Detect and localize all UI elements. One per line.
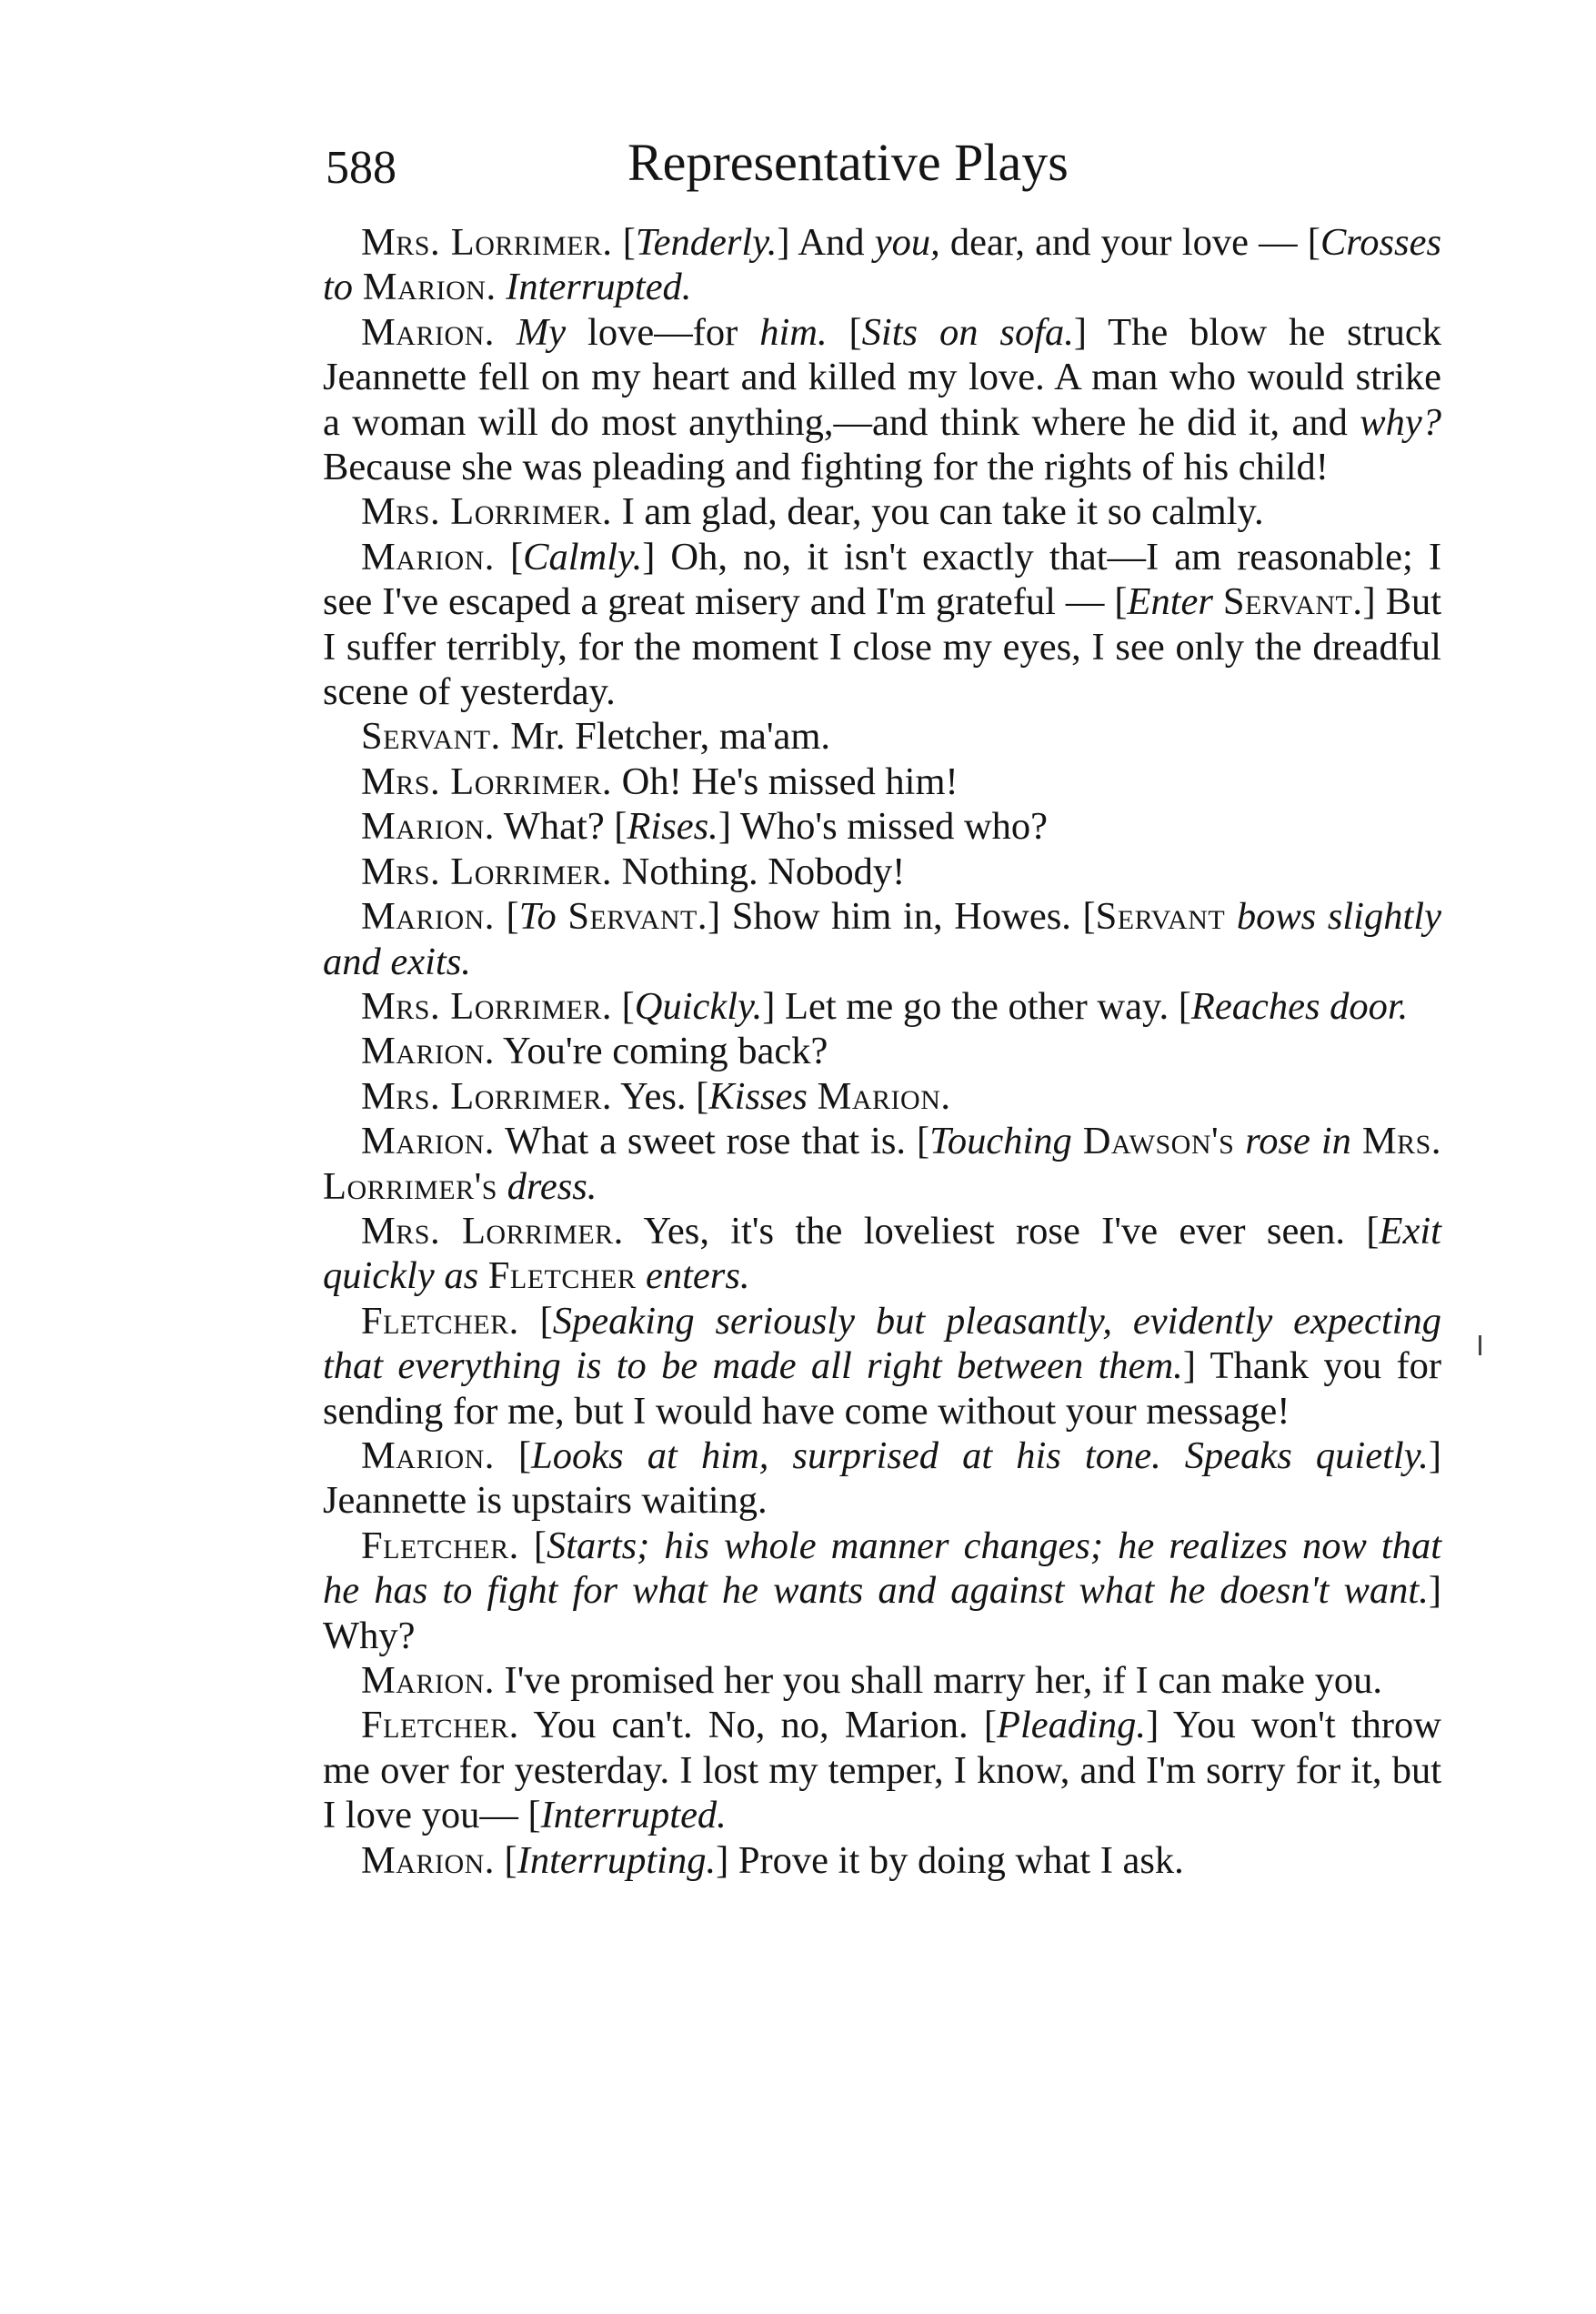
speaker-name: Mrs. Lorrimer.	[361, 850, 613, 893]
speaker-name: Fletcher.	[361, 1704, 519, 1747]
stage-direction: Tenderly.	[635, 221, 778, 264]
stage-direction: bows slightly and exits.	[323, 895, 1441, 983]
speaker-name: Mrs. Lorrimer.	[361, 1209, 624, 1253]
dialogue-text: [	[612, 221, 636, 264]
dialogue-paragraph	[323, 984, 1441, 1029]
dialogue-paragraph	[323, 1074, 1441, 1119]
stage-direction: Speaking seriously but pleasantly, evidently expecting that everything is to be made all right between them.	[323, 1299, 1441, 1388]
dialogue-paragraph	[323, 714, 1441, 759]
stage-direction: enters.	[636, 1254, 750, 1298]
stage-direction: Touching	[929, 1120, 1083, 1163]
dialogue-text: ] The blow he struck Jeannette fell on my heart and killed my love. A man who would strike a woman will do most anything,—and think where he did it, and	[323, 310, 1441, 444]
stage-direction: Rises.	[627, 805, 718, 849]
speaker-name: Marion.	[361, 895, 495, 939]
dialogue-text: Yes, it's the loveliest rose I've ever seen. [	[623, 1209, 1380, 1253]
stage-direction: Pleading.	[996, 1704, 1147, 1747]
stage-direction: you,	[874, 221, 940, 264]
speaker-name: Marion.	[817, 1074, 951, 1118]
stage-direction: Exit quickly as	[323, 1209, 1441, 1298]
speaker-name: Mrs. Lorrimer's	[323, 1120, 1441, 1208]
speaker-name: Dawson's	[1082, 1120, 1235, 1163]
speaker-name: Marion.	[361, 310, 495, 354]
dialogue-paragraph	[323, 220, 1441, 310]
dialogue-text: dear, and your love — [	[939, 221, 1320, 264]
dialogue-paragraph	[323, 1838, 1441, 1883]
dialogue-text: What a sweet rose that is. [	[494, 1120, 930, 1163]
dialogue-paragraph	[323, 1658, 1441, 1703]
dialogue-text: [	[827, 310, 862, 354]
stage-direction: rose in	[1234, 1120, 1362, 1163]
speaker-name: Marion.	[361, 1659, 495, 1702]
speaker-name: Marion.	[361, 1838, 495, 1882]
dialogue-text: ] Thank you for sending for me, but I would have come without your message!	[323, 1344, 1441, 1433]
dialogue-text: ] Who's missed who?	[718, 805, 1048, 849]
dialogue-text: I am glad, dear, you can take it so calmly.	[612, 490, 1264, 534]
speaker-name: Marion.	[361, 1434, 495, 1477]
speaker-name: Fletcher.	[361, 1524, 519, 1567]
dialogue-text: ] Let me go the other way. [	[762, 984, 1191, 1028]
dialogue-paragraph	[323, 1029, 1441, 1073]
speaker-name: Mrs. Lorrimer.	[361, 221, 613, 264]
dialogue-paragraph	[323, 535, 1441, 715]
dialogue-paragraph	[323, 1703, 1441, 1837]
dialogue-text: Mr. Fletcher, ma'am.	[500, 715, 831, 759]
running-title: Representative Plays	[627, 133, 1069, 192]
stage-direction: Kisses	[708, 1074, 818, 1118]
dialogue-text: ] And	[777, 221, 875, 264]
speaker-name: Mrs. Lorrimer.	[361, 490, 613, 534]
dialogue-paragraph	[323, 1524, 1441, 1658]
play-text	[323, 220, 1441, 1883]
dialogue-text: ] Why?	[323, 1569, 1441, 1657]
stage-direction: Interrupted.	[540, 1794, 727, 1837]
dialogue-text: ] Show him in, Howes. [	[707, 895, 1096, 939]
stage-direction: why?	[1360, 400, 1441, 444]
page-number: 588	[326, 142, 396, 194]
dialogue-text: ] Jeannette is upstairs waiting.	[323, 1434, 1441, 1523]
stage-direction: Starts; his whole manner changes; he realizes now that he has to fight for what he wants and against what he doesn't want.	[323, 1524, 1442, 1613]
speaker-name: Servant	[1095, 895, 1226, 939]
stage-direction: Interrupted.	[496, 266, 692, 309]
dialogue-text: Nothing. Nobody!	[612, 850, 906, 893]
dialogue-text: What? [	[494, 805, 627, 849]
stage-direction: My	[516, 310, 567, 354]
dialogue-text: You can't. No, no, Marion. [	[518, 1704, 997, 1747]
dialogue-text: ] Oh, no, it isn't exactly that—I am reasonable; I see I've escaped a great misery and I'm grateful — [	[323, 535, 1441, 624]
dialogue-paragraph	[323, 310, 1441, 490]
dialogue-text: You're coming back?	[494, 1030, 828, 1073]
dialogue-paragraph	[323, 1434, 1441, 1524]
dialogue-text: Yes. [	[612, 1074, 709, 1118]
dialogue-text: [	[518, 1299, 553, 1343]
stage-direction: Enter	[1127, 580, 1223, 624]
speaker-name: Marion.	[361, 1030, 495, 1073]
dialogue-text: [	[612, 984, 635, 1028]
dialogue-paragraph	[323, 1299, 1441, 1434]
dialogue-paragraph	[323, 760, 1441, 804]
dialogue-text: ] But I suffer terribly, for the moment I close my eyes, I see only the dreadful scene of yesterday.	[323, 580, 1442, 714]
stage-direction: him.	[759, 310, 828, 354]
speaker-name: Mrs. Lorrimer.	[361, 1074, 613, 1118]
speaker-name: Fletcher	[487, 1254, 637, 1298]
speaker-name: Servant.	[361, 715, 501, 759]
dialogue-paragraph	[323, 804, 1441, 849]
stage-direction: Reaches door.	[1190, 984, 1409, 1028]
dialogue-text: [	[494, 895, 519, 939]
speaker-name: Marion.	[361, 805, 495, 849]
stage-direction: Sits on sofa.	[861, 310, 1074, 354]
speaker-name: Fletcher.	[361, 1299, 519, 1343]
dialogue-text: Because she was pleading and fighting for the rights of his child!	[323, 446, 1329, 489]
speaker-name: Servant.	[1222, 580, 1363, 624]
stage-direction: Quickly.	[634, 984, 763, 1028]
stage-direction: dress.	[497, 1164, 597, 1208]
dialogue-text: [	[518, 1524, 547, 1567]
dialogue-paragraph	[323, 1209, 1441, 1299]
stage-direction: Interrupting.	[517, 1838, 717, 1882]
speaker-name: Marion.	[362, 266, 497, 309]
dialogue-paragraph	[323, 1119, 1441, 1209]
running-header	[0, 133, 1596, 200]
dialogue-text: I've promised her you shall marry her, if I can make you.	[494, 1659, 1382, 1702]
margin-mark	[1479, 1335, 1481, 1355]
dialogue-text	[495, 311, 517, 354]
dialogue-text: Oh! He's missed him!	[612, 760, 959, 803]
speaker-name: Servant.	[567, 895, 708, 939]
speaker-name: Marion.	[361, 1120, 495, 1163]
stage-direction: Crosses to	[323, 221, 1441, 309]
dialogue-text: [	[494, 1838, 517, 1882]
speaker-name: Marion.	[361, 535, 495, 578]
dialogue-paragraph	[323, 489, 1441, 534]
speaker-name: Mrs. Lorrimer.	[361, 760, 613, 803]
dialogue-text: [	[494, 535, 524, 578]
dialogue-paragraph	[323, 850, 1441, 894]
stage-direction: To	[518, 895, 568, 939]
stage-direction: Looks at him, surprised at his tone. Speaks quietly.	[531, 1434, 1429, 1477]
stage-direction: Calmly.	[523, 535, 643, 578]
dialogue-text: love—for	[566, 310, 760, 354]
dialogue-text: ] You won't throw me over for yesterday. I lost my temper, I know, and I'm sorry for it, but I love you— [	[323, 1704, 1441, 1837]
speaker-name: Mrs. Lorrimer.	[361, 984, 613, 1028]
dialogue-paragraph	[323, 894, 1441, 984]
dialogue-text: [	[494, 1434, 532, 1477]
dialogue-text: ] Prove it by doing what I ask.	[716, 1838, 1184, 1882]
